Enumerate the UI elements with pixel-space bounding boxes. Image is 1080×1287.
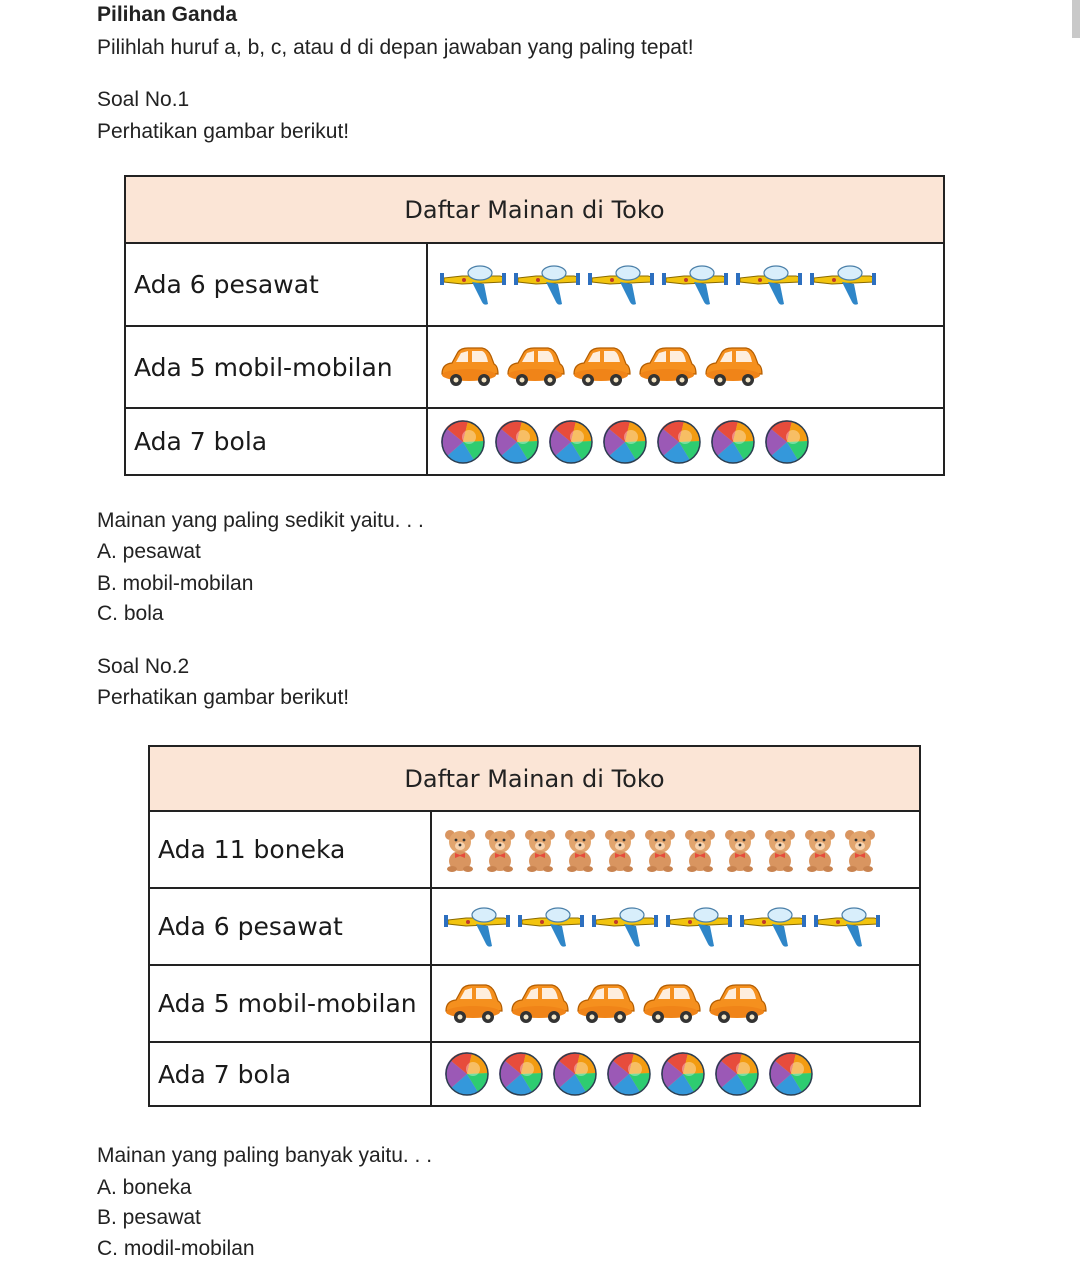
car-icon bbox=[640, 981, 702, 1027]
q1-ball-icons bbox=[428, 419, 943, 465]
q1-toy-table bbox=[124, 175, 945, 476]
teddy-bear-icon bbox=[602, 827, 638, 873]
q2-prompt: Perhatikan gambar berikut! bbox=[97, 686, 350, 709]
airplane-icon bbox=[734, 262, 804, 308]
q2-teddy-bear-icons bbox=[432, 827, 919, 873]
airplane-icon bbox=[512, 262, 582, 308]
airplane-icon bbox=[590, 904, 660, 950]
q2-row-label: Ada 6 pesawat bbox=[149, 888, 431, 965]
q1-table-title: Daftar Mainan di Toko bbox=[125, 176, 944, 243]
q2-table-title: Daftar Mainan di Toko bbox=[149, 746, 920, 811]
teddy-bear-icon bbox=[642, 827, 678, 873]
q2-row-label: Ada 7 bola bbox=[149, 1042, 431, 1106]
airplane-icon bbox=[738, 904, 808, 950]
q2-option-c[interactable]: C. modil-mobilan bbox=[97, 1237, 255, 1260]
airplane-icon bbox=[438, 262, 508, 308]
airplane-icon bbox=[660, 262, 730, 308]
car-icon bbox=[438, 344, 500, 390]
ball-icon bbox=[600, 419, 650, 465]
instruction-text: Pilihlah huruf a, b, c, atau d di depan jawaban yang paling tepat! bbox=[97, 36, 694, 59]
ball-icon bbox=[604, 1051, 654, 1097]
car-icon bbox=[706, 981, 768, 1027]
car-icon bbox=[508, 981, 570, 1027]
airplane-icon bbox=[516, 904, 586, 950]
ball-icon bbox=[438, 419, 488, 465]
q2-airplane-icons bbox=[432, 904, 919, 950]
q2-row-label: Ada 5 mobil-mobilan bbox=[149, 965, 431, 1042]
q2-option-a[interactable]: A. boneka bbox=[97, 1176, 192, 1199]
airplane-icon bbox=[442, 904, 512, 950]
teddy-bear-icon bbox=[482, 827, 518, 873]
ball-icon bbox=[654, 419, 704, 465]
car-icon bbox=[442, 981, 504, 1027]
q1-option-b[interactable]: B. mobil-mobilan bbox=[97, 572, 254, 595]
teddy-bear-icon bbox=[522, 827, 558, 873]
ball-icon bbox=[442, 1051, 492, 1097]
q1-number: Soal No.1 bbox=[97, 88, 190, 111]
q1-option-c[interactable]: C. bola bbox=[97, 602, 164, 625]
q1-prompt: Perhatikan gambar berikut! bbox=[97, 120, 350, 143]
scrollbar-thumb[interactable] bbox=[1072, 0, 1080, 38]
ball-icon bbox=[712, 1051, 762, 1097]
q2-ball-icons bbox=[432, 1051, 919, 1097]
ball-icon bbox=[496, 1051, 546, 1097]
car-icon bbox=[504, 344, 566, 390]
q1-airplane-icons bbox=[428, 262, 943, 308]
car-icon bbox=[570, 344, 632, 390]
q2-car-icons bbox=[432, 981, 919, 1027]
q1-row-label: Ada 5 mobil-mobilan bbox=[125, 326, 427, 408]
teddy-bear-icon bbox=[762, 827, 798, 873]
teddy-bear-icon bbox=[842, 827, 878, 873]
ball-icon bbox=[708, 419, 758, 465]
car-icon bbox=[636, 344, 698, 390]
q2-number: Soal No.2 bbox=[97, 655, 190, 678]
ball-icon bbox=[550, 1051, 600, 1097]
airplane-icon bbox=[808, 262, 878, 308]
q1-row-label: Ada 6 pesawat bbox=[125, 243, 427, 326]
car-icon bbox=[574, 981, 636, 1027]
ball-icon bbox=[762, 419, 812, 465]
teddy-bear-icon bbox=[802, 827, 838, 873]
q1-car-icons bbox=[428, 344, 943, 390]
ball-icon bbox=[766, 1051, 816, 1097]
q2-toy-table bbox=[148, 745, 921, 1107]
ball-icon bbox=[492, 419, 542, 465]
airplane-icon bbox=[586, 262, 656, 308]
airplane-icon bbox=[664, 904, 734, 950]
q1-option-a[interactable]: A. pesawat bbox=[97, 540, 201, 563]
section-heading: Pilihan Ganda bbox=[97, 3, 238, 26]
ball-icon bbox=[546, 419, 596, 465]
car-icon bbox=[702, 344, 764, 390]
q1-question: Mainan yang paling sedikit yaitu. . . bbox=[97, 509, 424, 532]
teddy-bear-icon bbox=[562, 827, 598, 873]
q2-row-label: Ada 11 boneka bbox=[149, 811, 431, 888]
q2-question: Mainan yang paling banyak yaitu. . . bbox=[97, 1144, 433, 1167]
teddy-bear-icon bbox=[442, 827, 478, 873]
ball-icon bbox=[658, 1051, 708, 1097]
q1-row-label: Ada 7 bola bbox=[125, 408, 427, 475]
airplane-icon bbox=[812, 904, 882, 950]
teddy-bear-icon bbox=[682, 827, 718, 873]
teddy-bear-icon bbox=[722, 827, 758, 873]
q2-option-b[interactable]: B. pesawat bbox=[97, 1206, 201, 1229]
